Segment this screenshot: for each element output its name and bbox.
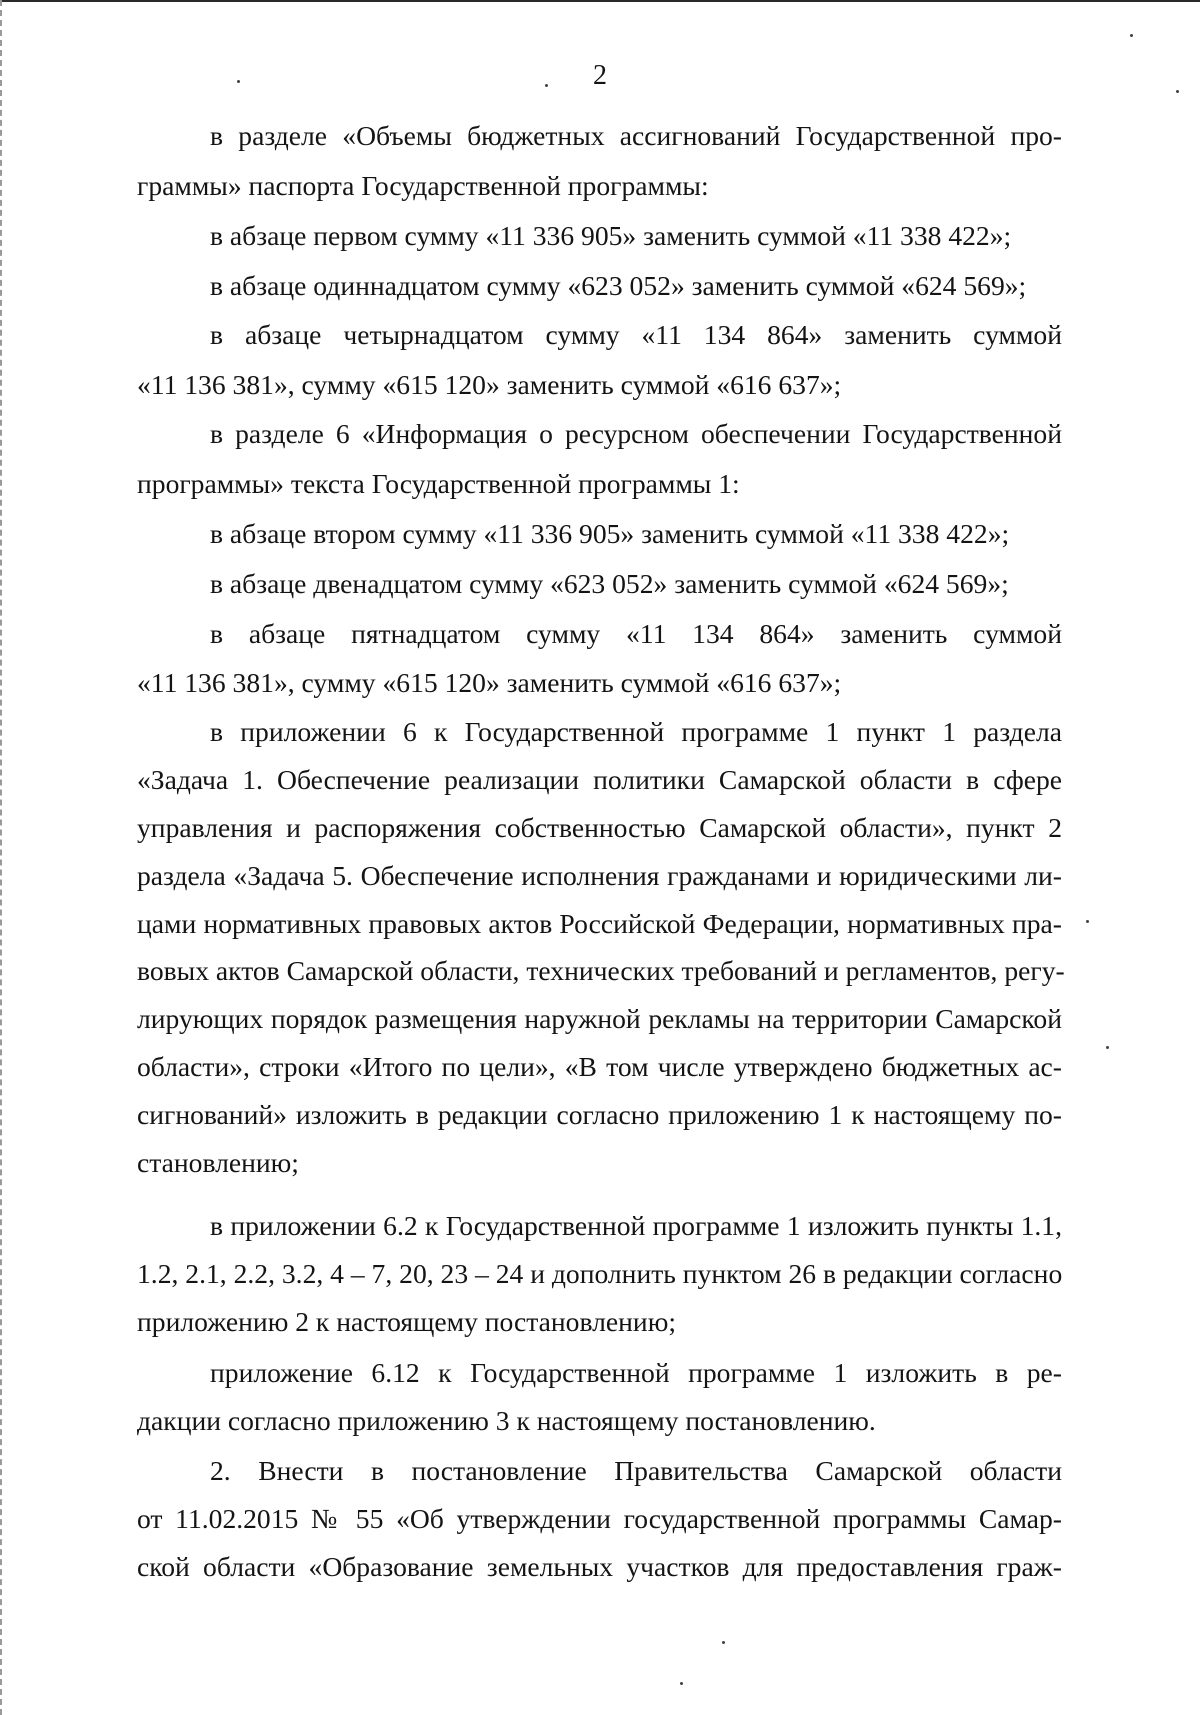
scan-speck — [1130, 34, 1133, 37]
paragraph-line: дакции согласно приложению 3 к настоящему постановлению. — [137, 1405, 876, 1436]
paragraph-line: программы» текста Государственной программы 1: — [137, 468, 740, 499]
paragraph-line: вовых актов Самарской области, технических требований и регламентов, регу- — [137, 955, 1065, 986]
paragraph-line: в разделе 6 «Информация о ресурсном обеспечении Государственной — [210, 418, 1062, 449]
paragraph-line: в приложении 6.2 к Государственной программе 1 изложить пункты 1.1, — [210, 1210, 1062, 1241]
paragraph-line: в абзаце одиннадцатом сумму «623 052» заменить суммой «624 569»; — [210, 270, 1027, 301]
scan-left-edge — [0, 0, 5, 1715]
paragraph-line: управления и распоряжения собственностью Самарской области», пункт 2 — [137, 812, 1062, 843]
scan-speck — [1086, 920, 1089, 923]
paragraph-line: 1.2, 2.1, 2.2, 3.2, 4 – 7, 20, 23 – 24 и дополнить пунктом 26 в редакции согласно — [137, 1258, 1063, 1289]
paragraph-line: ской области «Образование земельных участков для предоставления граж- — [137, 1551, 1062, 1582]
paragraph-line: в абзаце первом сумму «11 336 905» заменить суммой «11 338 422»; — [210, 220, 1012, 251]
paragraph-line: в абзаце четырнадцатом сумму «11 134 864» заменить суммой — [210, 319, 1062, 350]
scan-speck — [545, 84, 548, 87]
paragraph-line: от 11.02.2015 № 55 «Об утверждении государственной программы Самар- — [137, 1503, 1062, 1534]
paragraph-line: приложению 2 к настоящему постановлению; — [137, 1306, 676, 1337]
scan-top-edge — [0, 0, 1200, 2]
paragraph-line: в абзаце пятнадцатом сумму «11 134 864» заменить суммой — [210, 618, 1062, 649]
paragraph-line: становлению; — [137, 1147, 299, 1178]
paragraph-line: граммы» паспорта Государственной программы: — [137, 170, 709, 201]
paragraph-line: в разделе «Объемы бюджетных ассигнований Государственной про- — [210, 120, 1062, 151]
scan-speck — [680, 1682, 683, 1685]
paragraph-line: области», строки «Итого по цели», «В том числе утверждено бюджетных ас- — [137, 1051, 1062, 1082]
paragraph-line: «11 136 381», сумму «615 120» заменить суммой «616 637»; — [137, 369, 842, 400]
page-number: 2 — [593, 60, 607, 91]
paragraph-line: «Задача 1. Обеспечение реализации политики Самарской области в сфере — [137, 764, 1062, 795]
paragraph-line: раздела «Задача 5. Обеспечение исполнения гражданами и юридическими ли- — [137, 860, 1062, 891]
paragraph-line: 2. Внести в постановление Правительства Самарской области — [210, 1455, 1062, 1486]
paragraph-line: в приложении 6 к Государственной программе 1 пункт 1 раздела — [210, 716, 1062, 747]
scan-speck — [237, 80, 240, 83]
paragraph-line: в абзаце двенадцатом сумму «623 052» заменить суммой «624 569»; — [210, 568, 1009, 599]
scan-speck — [1106, 1046, 1109, 1049]
paragraph-line: приложение 6.12 к Государственной программе 1 изложить в ре- — [210, 1357, 1062, 1388]
paragraph-line: в абзаце втором сумму «11 336 905» заменить суммой «11 338 422»; — [210, 518, 1010, 549]
scan-speck — [722, 1641, 725, 1644]
paragraph-line: цами нормативных правовых актов Российской Федерации, нормативных пра- — [137, 908, 1062, 939]
paragraph-line: лирующих порядок размещения наружной рекламы на территории Самарской — [137, 1003, 1062, 1034]
scan-speck — [1176, 90, 1179, 93]
paragraph-line: сигнований» изложить в редакции согласно приложению 1 к настоящему по- — [137, 1099, 1062, 1130]
paragraph-line: «11 136 381», сумму «615 120» заменить суммой «616 637»; — [137, 667, 842, 698]
